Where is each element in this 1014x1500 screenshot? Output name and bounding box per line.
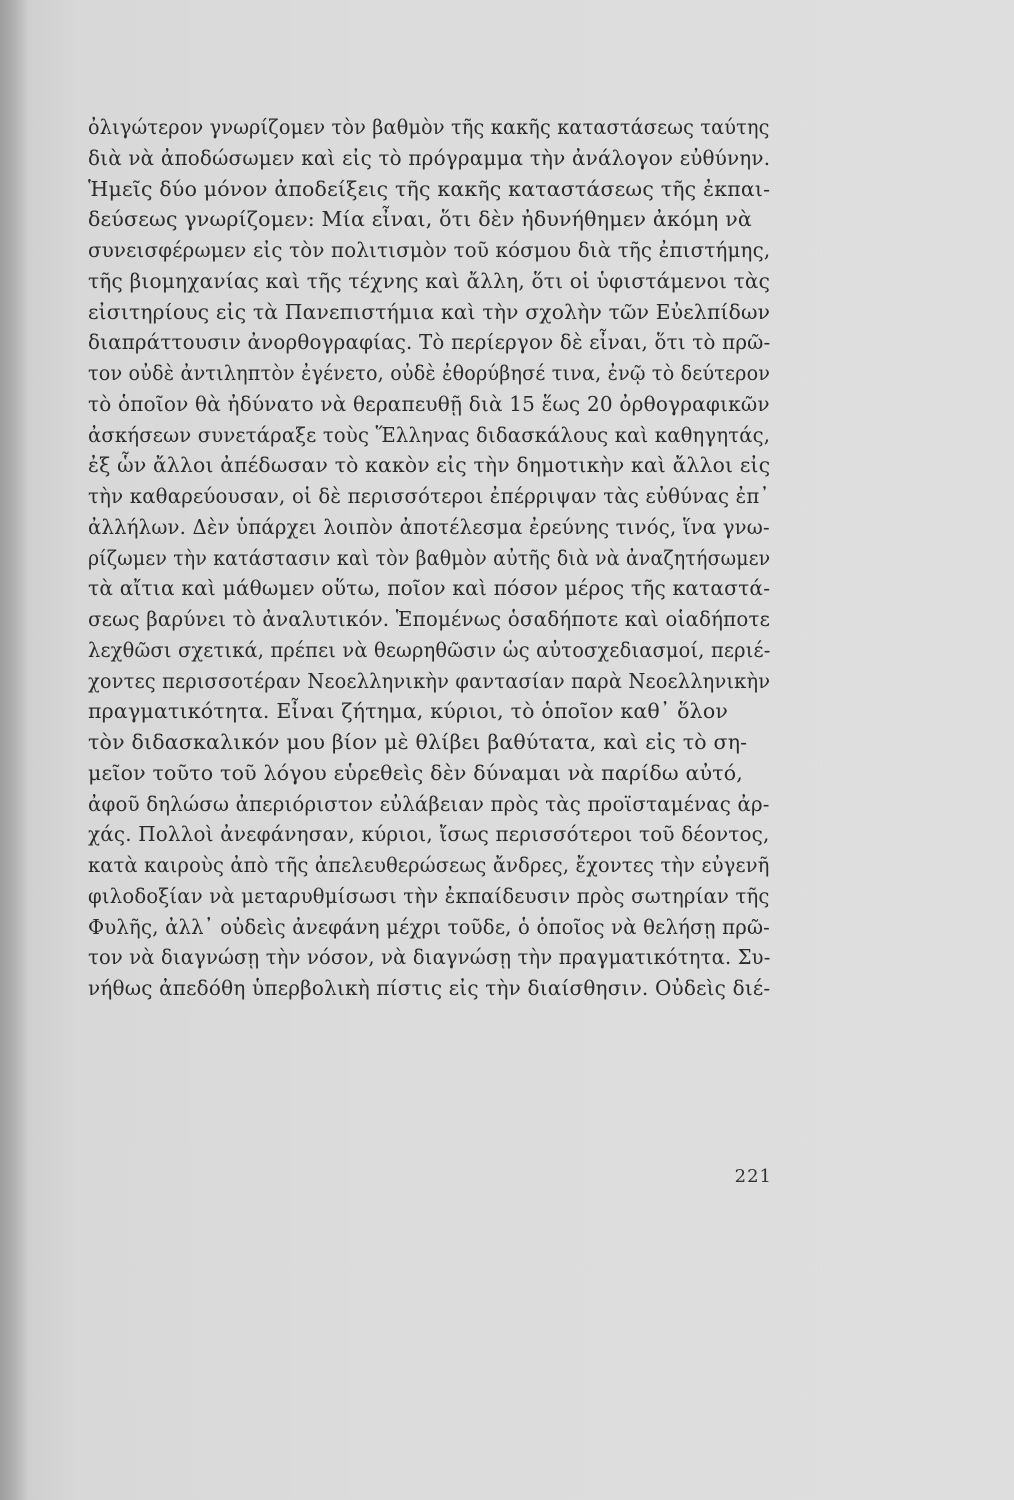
text-line: τὸν διδασκαλικόν μου βίον μὲ θλίβει βαθύτατα, καὶ εἰς τὸ ση- xyxy=(88,730,748,754)
text-line: φιλοδοξίαν νὰ μεταρυθμίσωσι τὴν ἐκπαίδευσιν πρὸς σωτηρίαν τῆς xyxy=(88,883,770,908)
text-line: Ἡμεῖς δύο μόνον ἀποδείξεις τῆς κακῆς καταστάσεως τῆς ἐκπαι- xyxy=(88,176,771,201)
text-line: δεύσεως γνωρίζομεν: Μία εἶναι, ὅτι δὲν ἠδυνήθημεν ἀκόμη νὰ xyxy=(88,207,752,232)
text-line: ἀσκήσεων συνετάραξε τοὺς Ἕλληνας διδασκάλους καὶ καθηγητάς, xyxy=(88,422,771,447)
text-line: ἀλλήλων. Δὲν ὑπάρχει λοιπὸν ἀποτέλεσμα ἐρεύνης τινός, ἵνα γνω- xyxy=(88,514,770,539)
text-line: πραγματικότητα. Εἶναι ζήτημα, κύριοι, τὸ ὁποῖον καθ᾿ ὅλον xyxy=(88,699,729,724)
text-line: νήθως ἀπεδόθη ὑπερβολικὴ πίστις εἰς τὴν διαίσθησιν. Οὐδεὶς διέ- xyxy=(88,976,771,1000)
text-line: ἐξ ὧν ἄλλοι ἀπέδωσαν τὸ κακὸν εἰς τὴν δημοτικὴν καὶ ἄλλοι εἰς xyxy=(88,453,771,478)
text-line: Φυλῆς, ἀλλ᾿ οὐδεὶς ἀνεφάνη μέχρι τοῦδε, ὁ ὁποῖος νὰ θελήσῃ πρῶ- xyxy=(88,914,770,939)
text-line: διαπράττουσιν ἀνορθογραφίας. Τὸ περίεργον δὲ εἶναι, ὅτι τὸ πρῶ- xyxy=(88,330,771,355)
body-text xyxy=(88,112,770,1004)
text-line: τὰ αἴτια καὶ μάθωμεν οὕτω, ποῖον καὶ πόσον μέρος τῆς καταστά- xyxy=(88,576,771,601)
text-line: τὴν καθαρεύουσαν, οἱ δὲ περισσότεροι ἐπέρριψαν τὰς εὐθύνας ἐπ᾿ xyxy=(88,484,770,508)
binding-gutter-shadow xyxy=(0,0,28,1500)
text-line: τον νὰ διαγνώσῃ τὴν νόσον, νὰ διαγνώσῃ τὴν πραγματικότητα. Συ- xyxy=(88,945,771,970)
text-line: κατὰ καιροὺς ἀπὸ τῆς ἀπελευθερώσεως ἄνδρες, ἔχοντες τὴν εὐγενῆ xyxy=(88,853,770,877)
text-line: ἀφοῦ δηλώσω ἀπεριόριστον εὐλάβειαν πρὸς τὰς προϊσταμένας ἀρ- xyxy=(88,791,770,816)
text-line: μεῖον τοῦτο τοῦ λόγου εὑρεθεὶς δὲν δύναμαι νὰ παρίδω αὐτό, xyxy=(88,760,744,785)
text-line: χάς. Πολλοὶ ἀνεφάνησαν, κύριοι, ἴσως περισσότεροι τοῦ δέοντος, xyxy=(88,822,770,847)
text-line: λεχθῶσι σχετικά, πρέπει νὰ θεωρηθῶσιν ὡς αὐτοσχεδιασμοί, περιέ- xyxy=(88,637,771,662)
page-number: 221 xyxy=(734,1166,772,1187)
text-line: συνεισφέρωμεν εἰς τὸν πολιτισμὸν τοῦ κόσμου διὰ τῆς ἐπιστήμης, xyxy=(88,238,771,262)
text-line: τον οὐδὲ ἀντιληπτὸν ἐγένετο, οὐδὲ ἐθορύβησέ τινα, ἐνῷ τὸ δεύτερον xyxy=(88,361,771,385)
text-line: εἰσιτηρίους εἰς τὰ Πανεπιστήμια καὶ τὴν σχολὴν τῶν Εὐελπίδων xyxy=(88,299,771,324)
text-line: διὰ νὰ ἀποδώσωμεν καὶ εἰς τὸ πρόγραμμα τὴν ἀνάλογον εὐθύνην. xyxy=(88,145,771,170)
text-line: χοντες περισσοτέραν Νεοελληνικὴν φαντασίαν παρὰ Νεοελληνικὴν xyxy=(88,668,771,693)
text-line: ὀλιγώτερον γνωρίζομεν τὸν βαθμὸν τῆς κακῆς καταστάσεως ταύτης xyxy=(88,115,770,139)
text-line: τὸ ὁποῖον θὰ ἠδύνατο νὰ θεραπευθῇ διὰ 15 ἕως 20 ὀρθογραφικῶν xyxy=(88,391,770,416)
text-line: ρίζωμεν τὴν κατάστασιν καὶ τὸν βαθμὸν αὐτῆς διὰ νὰ ἀναζητήσωμεν xyxy=(88,545,771,570)
text-line: σεως βαρύνει τὸ ἀναλυτικόν. Ἑπομένως ὁσαδήποτε καὶ οἱαδήποτε xyxy=(88,607,771,631)
text-line: τῆς βιομηχανίας καὶ τῆς τέχνης καὶ ἄλλη, ὅτι οἱ ὑφιστάμενοι τὰς xyxy=(88,268,771,293)
